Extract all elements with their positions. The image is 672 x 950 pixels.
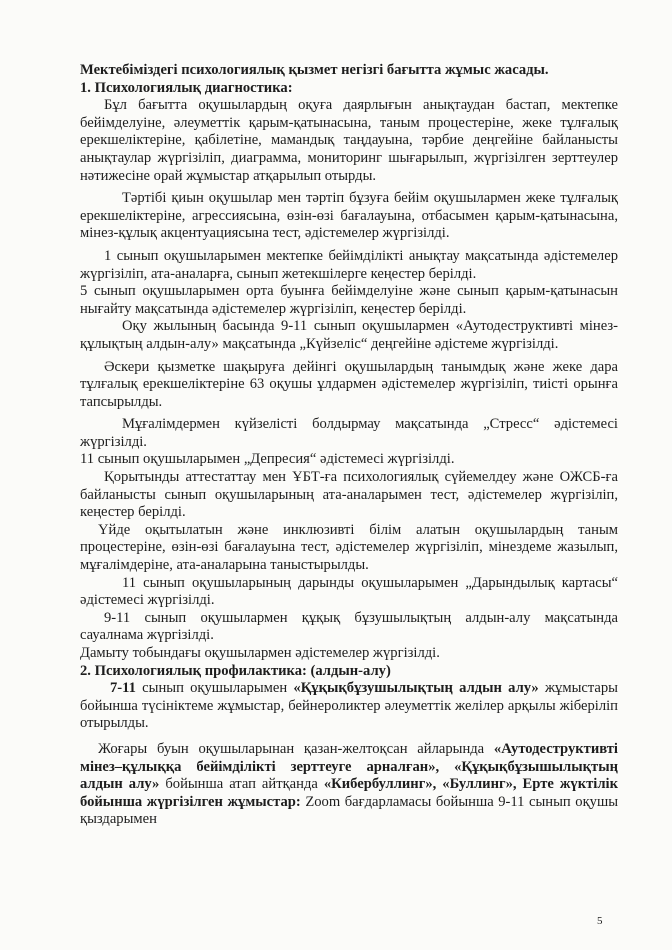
paragraph: Оқу жылының басында 9-11 сынып оқушылармен «Аутодеструктивті мінез-құлықтың алдын-алу» мақсатында „Күйзеліс“ деңгейіне әдістеме жүргізілді. xyxy=(80,318,618,352)
text-run: Жоғары буын оқушыларынан қазан-желтоқсан айларында xyxy=(98,740,494,757)
page-number: 5 xyxy=(597,915,603,927)
text-run: сынып оқушыларымен xyxy=(135,680,294,697)
topic-titles: «Кибербуллинг», «Буллинг», Ерте жүктілік бойынша жүргізілген жұмыстар: xyxy=(80,776,618,810)
paragraph: Үйде оқытылатын және инклюзивті білім алатын оқушылардың таным процестеріне, өзін-өзі бағалауына тест, әдістемелер жүргізіліп, мінездеме жазылып, мұғалімдеріне, ата-аналарына таныстырылды. xyxy=(80,521,618,574)
paragraph: 5 сынып оқушыларымен орта буынға бейімделуіне және сынып қарым-қатынасын нығайту мақсатында әдістемелер жүргізіліп, кеңестер берілді. xyxy=(80,283,618,317)
paragraph: Тәртібі қиын оқушылар мен тәртіп бұзуға бейім оқушылармен жеке тұлғалық ерекшеліктеріне, агрессиясына, өзін-өзі бағалауына, отбасымен қарым-қатынасына, мінез-құлық акцентуациясына тест, әдістемелер жүргізілді. xyxy=(80,190,618,242)
paragraph: 1 сынып оқушыларымен мектепке бейімділікті анықтау мақсатында әдістемелер жүргізіліп, ата-аналарға, сынып жетекшілерге кеңестер берілді. xyxy=(80,247,618,282)
program-titles: «Аутодеструктивті мінез–құлыққа бейімділікті зерттеуге арналған», «Құқықбұзышылықтың алдын алу» xyxy=(80,740,618,793)
paragraph: Мұғалімдермен күйзелісті болдырмау мақсатында „Стресс“ әдістемесі жүргізілді. xyxy=(80,416,618,450)
section-heading-prevention: 2. Психологиялық профилактика: (алдын-алу) xyxy=(80,662,391,679)
section-heading-diagnostics: 1. Психологиялық диагностика: xyxy=(80,79,293,96)
program-title: «Құқықбұзушылықтың алдын алу» xyxy=(293,680,539,697)
paragraph: Әскери қызметке шақыруға дейінгі оқушылардың танымдық және жеке дара тұлғалық ерекшеліктеріне 63 оқушы ұлдармен әдістемелер жүргізіліп, тиісті орынға тапсырылды. xyxy=(80,358,618,410)
paragraph: 11 сынып оқушыларымен „Депресия“ әдістемесі жүргізілді. xyxy=(80,451,455,468)
paragraph: Қорытынды аттестаттау мен ҰБТ-ға психологиялық сүйемелдеу және ОЖСБ-ға байланысты сынып оқушыларының ата-аналарымен тест, әдістемелер жүргізіліп, кеңестер берілді. xyxy=(80,469,618,521)
text-run: бойынша атап айтқанда xyxy=(159,776,324,793)
text-run: Zoom бағдарламасы бойынша 9-11 сынып оқушы қыздарымен xyxy=(80,793,618,828)
document-title: Мектебіміздегі психологиялық қызмет негізгі бағытта жұмыс жасады. xyxy=(80,62,549,78)
text-run: жұмыстары бойынша түсініктеме жұмыстар, бейнероликтер әлеуметтік желілер арқылы жіберіліп отырылды. xyxy=(80,680,618,732)
paragraph: 11 сынып оқушыларының дарынды оқушыларымен „Дарындылық картасы“ әдістемесі жүргізілді. xyxy=(80,574,618,609)
paragraph: Бұл бағытта оқушылардың оқуға даярлығын анықтаудан бастап, мектепке бейімделуіне, әлеуметтік қарым-қатынасына, таным процестеріне, жеке тұлғалық ерекшеліктеріне, қабілетіне, мамандық таңдауына, тәрбие деңгейіне байланысты анықтаулар жүргізіліп, диаграмма, мониторинг шығарылып, жүргізілген зерттеулер нәтижесіне орай жұмыстар атқарылып отырды. xyxy=(80,97,618,184)
grade-range: 7-11 xyxy=(110,680,136,697)
paragraph xyxy=(80,680,618,733)
paragraph: 9-11 сынып оқушылармен құқық бұзушылықтың алдын-алу мақсатында сауалнама жүргізілді. xyxy=(80,609,618,644)
document-body xyxy=(80,62,618,829)
paragraph: Дамыту тобындағы оқушылармен әдістемелер жүргізілді. xyxy=(80,645,440,661)
paragraph xyxy=(80,741,618,829)
